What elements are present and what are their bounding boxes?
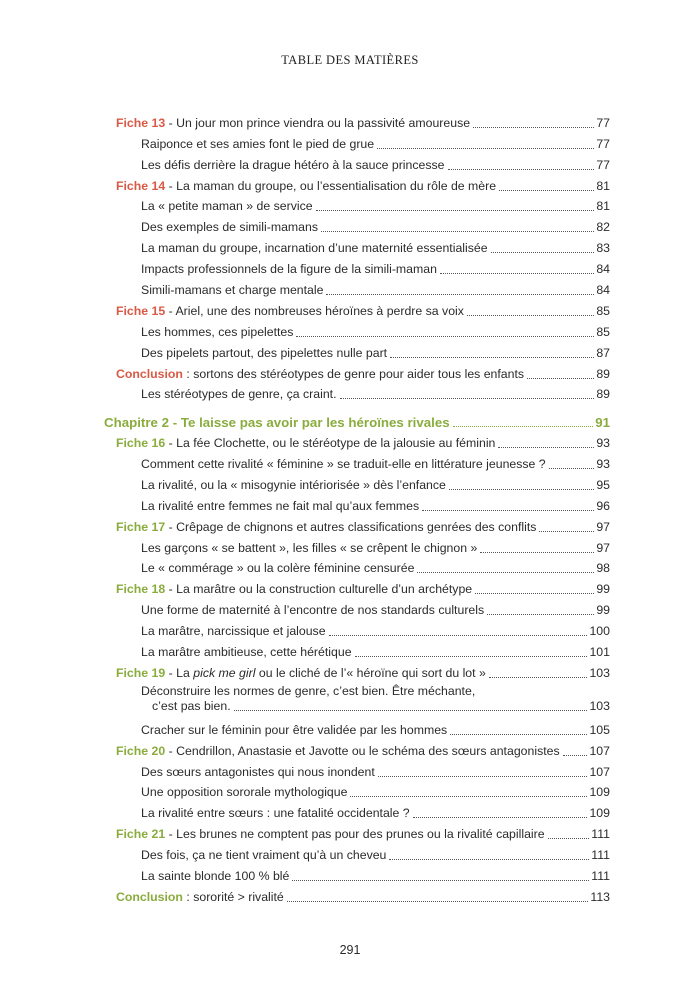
entry-title: Les stéréotypes de genre, ça craint.: [141, 387, 337, 402]
toc-subentry[interactable]: [0, 340, 610, 361]
dot-leader: [296, 336, 594, 337]
page-number: 109: [589, 806, 610, 821]
fiche-label: Fiche 16: [116, 436, 166, 451]
entry-title: La marâtre ou la construction culturelle d’un archétype: [176, 582, 473, 597]
toc-entry-fiche-20[interactable]: [0, 738, 610, 759]
toc-entry-fiche-15[interactable]: [0, 298, 610, 319]
page-number: 105: [589, 722, 610, 737]
toc-chapter-2[interactable]: [0, 402, 610, 430]
page-number: 82: [596, 220, 610, 235]
entry-title: Impacts professionnels de la figure de la simili-maman: [141, 262, 437, 277]
page-number: 99: [596, 582, 610, 597]
entry-title: Une forme de maternité à l’encontre de nos standards culturels: [141, 603, 485, 618]
entry-title: La rivalité entre femmes ne fait mal qu’aux femmes: [141, 498, 420, 513]
toc-subentry[interactable]: [0, 382, 610, 403]
page-number: 103: [589, 665, 610, 680]
dot-leader: [440, 273, 594, 274]
entry-title: Comment cette rivalité « féminine » se traduit-elle en littérature jeunesse ?: [141, 456, 546, 471]
page-number: 89: [596, 387, 610, 402]
entry-title-pre: La: [176, 665, 194, 680]
page-number: 77: [596, 136, 610, 151]
toc-subentry[interactable]: [0, 639, 610, 660]
page-folio: 291: [339, 943, 361, 957]
entry-title: sortons des stéréotypes de genre pour aider tous les enfants: [193, 366, 525, 381]
chapter-title: Chapitre 2 - Te laisse pas avoir par les héroïnes rivales: [104, 415, 450, 431]
dot-leader: [539, 531, 594, 532]
toc-entry-fiche-14[interactable]: [0, 173, 610, 194]
entry-title: Un jour mon prince viendra ou la passivité amoureuse: [176, 115, 471, 130]
entry-title: La maman du groupe, ou l’essentialisation du rôle de mère: [176, 178, 497, 193]
toc-subentry[interactable]: [0, 256, 610, 277]
toc-subentry[interactable]: [0, 451, 610, 472]
toc-subentry[interactable]: [0, 556, 610, 577]
dot-leader: [287, 901, 589, 902]
conclusion-label: Conclusion: [116, 366, 183, 381]
entry-title: Des sœurs antagonistes qui nous inondent: [141, 764, 375, 779]
running-title: TABLE DES MATIÈRES: [281, 53, 419, 67]
entry-title: Ariel, une des nombreuses héroïnes à perdre sa voix: [175, 303, 464, 318]
dot-leader: [449, 489, 594, 490]
dot-leader: [390, 357, 594, 358]
entry-title: Les hommes, ces pipelettes: [141, 324, 294, 339]
dot-leader: [329, 635, 588, 636]
toc-subentry[interactable]: [0, 717, 610, 738]
toc-subentry[interactable]: [0, 235, 610, 256]
page-number: 109: [589, 785, 610, 800]
toc-subentry[interactable]: [0, 493, 610, 514]
toc-subentry[interactable]: [0, 759, 610, 780]
conclusion-label: Conclusion: [116, 889, 183, 904]
toc-entry-conclusion-2[interactable]: [0, 884, 610, 905]
dot-leader: [453, 426, 594, 427]
toc-subentry[interactable]: [0, 780, 610, 801]
page-number: 89: [596, 366, 610, 381]
entry-title: La fée Clochette, ou le stéréotype de la jalousie au féminin: [176, 436, 496, 451]
entry-title: Des fois, ça ne tient vraiment qu’à un cheveu: [141, 848, 387, 863]
toc-subentry[interactable]: [0, 597, 610, 618]
dot-leader: [527, 378, 594, 379]
entry-title: Les défis derrière la drague hétéro à la sauce princesse: [141, 157, 445, 172]
entry-title: Le « commérage » ou la colère féminine censurée: [141, 561, 415, 576]
toc-subentry[interactable]: [0, 194, 610, 215]
toc-subentry[interactable]: [0, 277, 610, 298]
page-number: 107: [589, 764, 610, 779]
entry-title: La rivalité, ou la « misogynie intériorisée » dès l’enfance: [141, 477, 446, 492]
toc-subentry[interactable]: [0, 800, 610, 821]
entry-title: Cracher sur le féminin pour être validée par les hommes: [141, 722, 448, 737]
entry-title: La sainte blonde 100 % blé: [141, 868, 290, 883]
toc-entry-fiche-18[interactable]: [0, 576, 610, 597]
dot-leader: [340, 398, 595, 399]
entry-title-line-2: c’est pas bien.: [152, 698, 231, 713]
entry-title: Une opposition sororale mythologique: [141, 785, 348, 800]
dot-leader: [450, 734, 587, 735]
page-number: 111: [591, 848, 610, 863]
dot-leader: [389, 859, 589, 860]
toc-entry-conclusion-1[interactable]: [0, 361, 610, 382]
page-number: 85: [596, 324, 610, 339]
fiche-label: Fiche 20: [116, 743, 166, 758]
page-number: 81: [596, 199, 610, 214]
dot-leader: [234, 710, 588, 711]
toc-subentry[interactable]: [0, 863, 610, 884]
toc-subentry[interactable]: [0, 618, 610, 639]
dot-leader: [355, 656, 588, 657]
entry-title: La rivalité entre sœurs : une fatalité occidentale ?: [141, 806, 410, 821]
page-number: 93: [596, 436, 610, 451]
entry-title: La « petite maman » de service: [141, 199, 313, 214]
dot-leader: [499, 190, 594, 191]
separator: -: [165, 665, 177, 680]
entry-title-post: ou le cliché de l’« héroïne qui sort du lot »: [255, 665, 486, 680]
dot-leader: [316, 210, 595, 211]
page-number: 93: [596, 456, 610, 471]
page-number: 77: [596, 157, 610, 172]
separator: -: [165, 436, 177, 451]
entry-title: Les brunes ne comptent pas pour des prunes ou la rivalité capillaire: [176, 827, 545, 842]
fiche-label: Fiche 15: [116, 303, 166, 318]
toc-entry-fiche-16[interactable]: [0, 430, 610, 451]
page-number: 111: [591, 868, 610, 883]
entry-title: Les garçons « se battent », les filles « se crêpent le chignon »: [141, 540, 478, 555]
fiche-label: Fiche 19: [116, 665, 166, 680]
dot-leader: [378, 776, 588, 777]
separator: -: [165, 519, 177, 534]
separator: -: [165, 303, 176, 318]
page-number: 97: [596, 540, 610, 555]
page-number: 91: [595, 415, 610, 431]
dot-leader: [448, 169, 595, 170]
dot-leader: [498, 447, 594, 448]
page-number: 100: [589, 624, 610, 639]
page-number: 81: [596, 178, 610, 193]
entry-title-italic: pick me girl: [193, 665, 256, 680]
fiche-label: Fiche 17: [116, 519, 166, 534]
dot-leader: [563, 755, 588, 756]
page-number: 85: [596, 303, 610, 318]
page-number: 97: [596, 519, 610, 534]
toc-subentry[interactable]: [0, 214, 610, 235]
separator: -: [165, 178, 177, 193]
dot-leader: [377, 148, 594, 149]
dot-leader: [487, 614, 594, 615]
dot-leader: [489, 677, 588, 678]
page-number: 84: [596, 283, 610, 298]
page-number: 83: [596, 241, 610, 256]
separator: :: [182, 889, 194, 904]
page-number: 101: [589, 644, 610, 659]
dot-leader: [422, 510, 594, 511]
entry-title: sororité > rivalité: [193, 889, 284, 904]
table-of-contents: [0, 110, 700, 905]
toc-subentry[interactable]: [0, 131, 610, 152]
entry-title: La maman du groupe, incarnation d’une maternité essentialisée: [141, 241, 488, 256]
dot-leader: [480, 552, 594, 553]
dot-leader: [549, 468, 595, 469]
dot-leader: [548, 838, 590, 839]
toc-subentry[interactable]: [0, 319, 610, 340]
page-number: 113: [590, 889, 610, 904]
fiche-label: Fiche 18: [116, 582, 166, 597]
dot-leader: [417, 572, 594, 573]
dot-leader: [467, 315, 594, 316]
page-number: 103: [589, 698, 610, 713]
dot-leader: [321, 231, 594, 232]
separator: -: [165, 827, 177, 842]
page-number: 87: [596, 345, 610, 360]
entry-title: Des exemples de simili-mamans: [141, 220, 318, 235]
fiche-label: Fiche 13: [116, 115, 166, 130]
page-number: 84: [596, 262, 610, 277]
entry-title: Raiponce et ses amies font le pied de grue: [141, 136, 375, 151]
toc-subentry[interactable]: [0, 535, 610, 556]
dot-leader: [326, 294, 594, 295]
page-number: 96: [596, 498, 610, 513]
fiche-label: Fiche 14: [116, 178, 166, 193]
dot-leader: [292, 880, 589, 881]
toc-entry-fiche-17[interactable]: [0, 514, 610, 535]
page-number: 95: [596, 477, 610, 492]
dot-leader: [350, 796, 587, 797]
entry-title: Des pipelets partout, des pipelettes nulle part: [141, 345, 388, 360]
entry-title: La marâtre ambitieuse, cette hérétique: [141, 644, 352, 659]
toc-subentry[interactable]: [0, 842, 610, 863]
page-number: 77: [596, 115, 610, 130]
page-number: 99: [596, 603, 610, 618]
dot-leader: [473, 127, 594, 128]
dot-leader: [475, 593, 594, 594]
entry-title: Simili-mamans et charge mentale: [141, 283, 324, 298]
toc-entry-fiche-13[interactable]: [0, 110, 610, 131]
entry-title: La marâtre, narcissique et jalouse: [141, 624, 326, 639]
toc-entry-fiche-19[interactable]: [0, 660, 610, 681]
fiche-label: Fiche 21: [116, 827, 166, 842]
page-number: 111: [591, 827, 610, 842]
entry-title-line-1: Déconstruire les normes de genre, c’est bien. Être méchante,: [141, 683, 476, 698]
entry-title: Cendrillon, Anastasie et Javotte ou le schéma des sœurs antagonistes: [176, 743, 560, 758]
separator: -: [165, 582, 177, 597]
entry-title: Crêpage de chignons et autres classifications genrées des conflits: [176, 519, 537, 534]
toc-subentry-multiline[interactable]: [0, 681, 610, 717]
toc-subentry[interactable]: [0, 472, 610, 493]
separator: -: [165, 743, 177, 758]
separator: -: [165, 115, 177, 130]
page-number: 98: [596, 561, 610, 576]
toc-entry-fiche-21[interactable]: [0, 821, 610, 842]
dot-leader: [413, 817, 588, 818]
separator: :: [182, 366, 194, 381]
toc-subentry[interactable]: [0, 152, 610, 173]
page-number: 107: [589, 743, 610, 758]
dot-leader: [491, 252, 595, 253]
